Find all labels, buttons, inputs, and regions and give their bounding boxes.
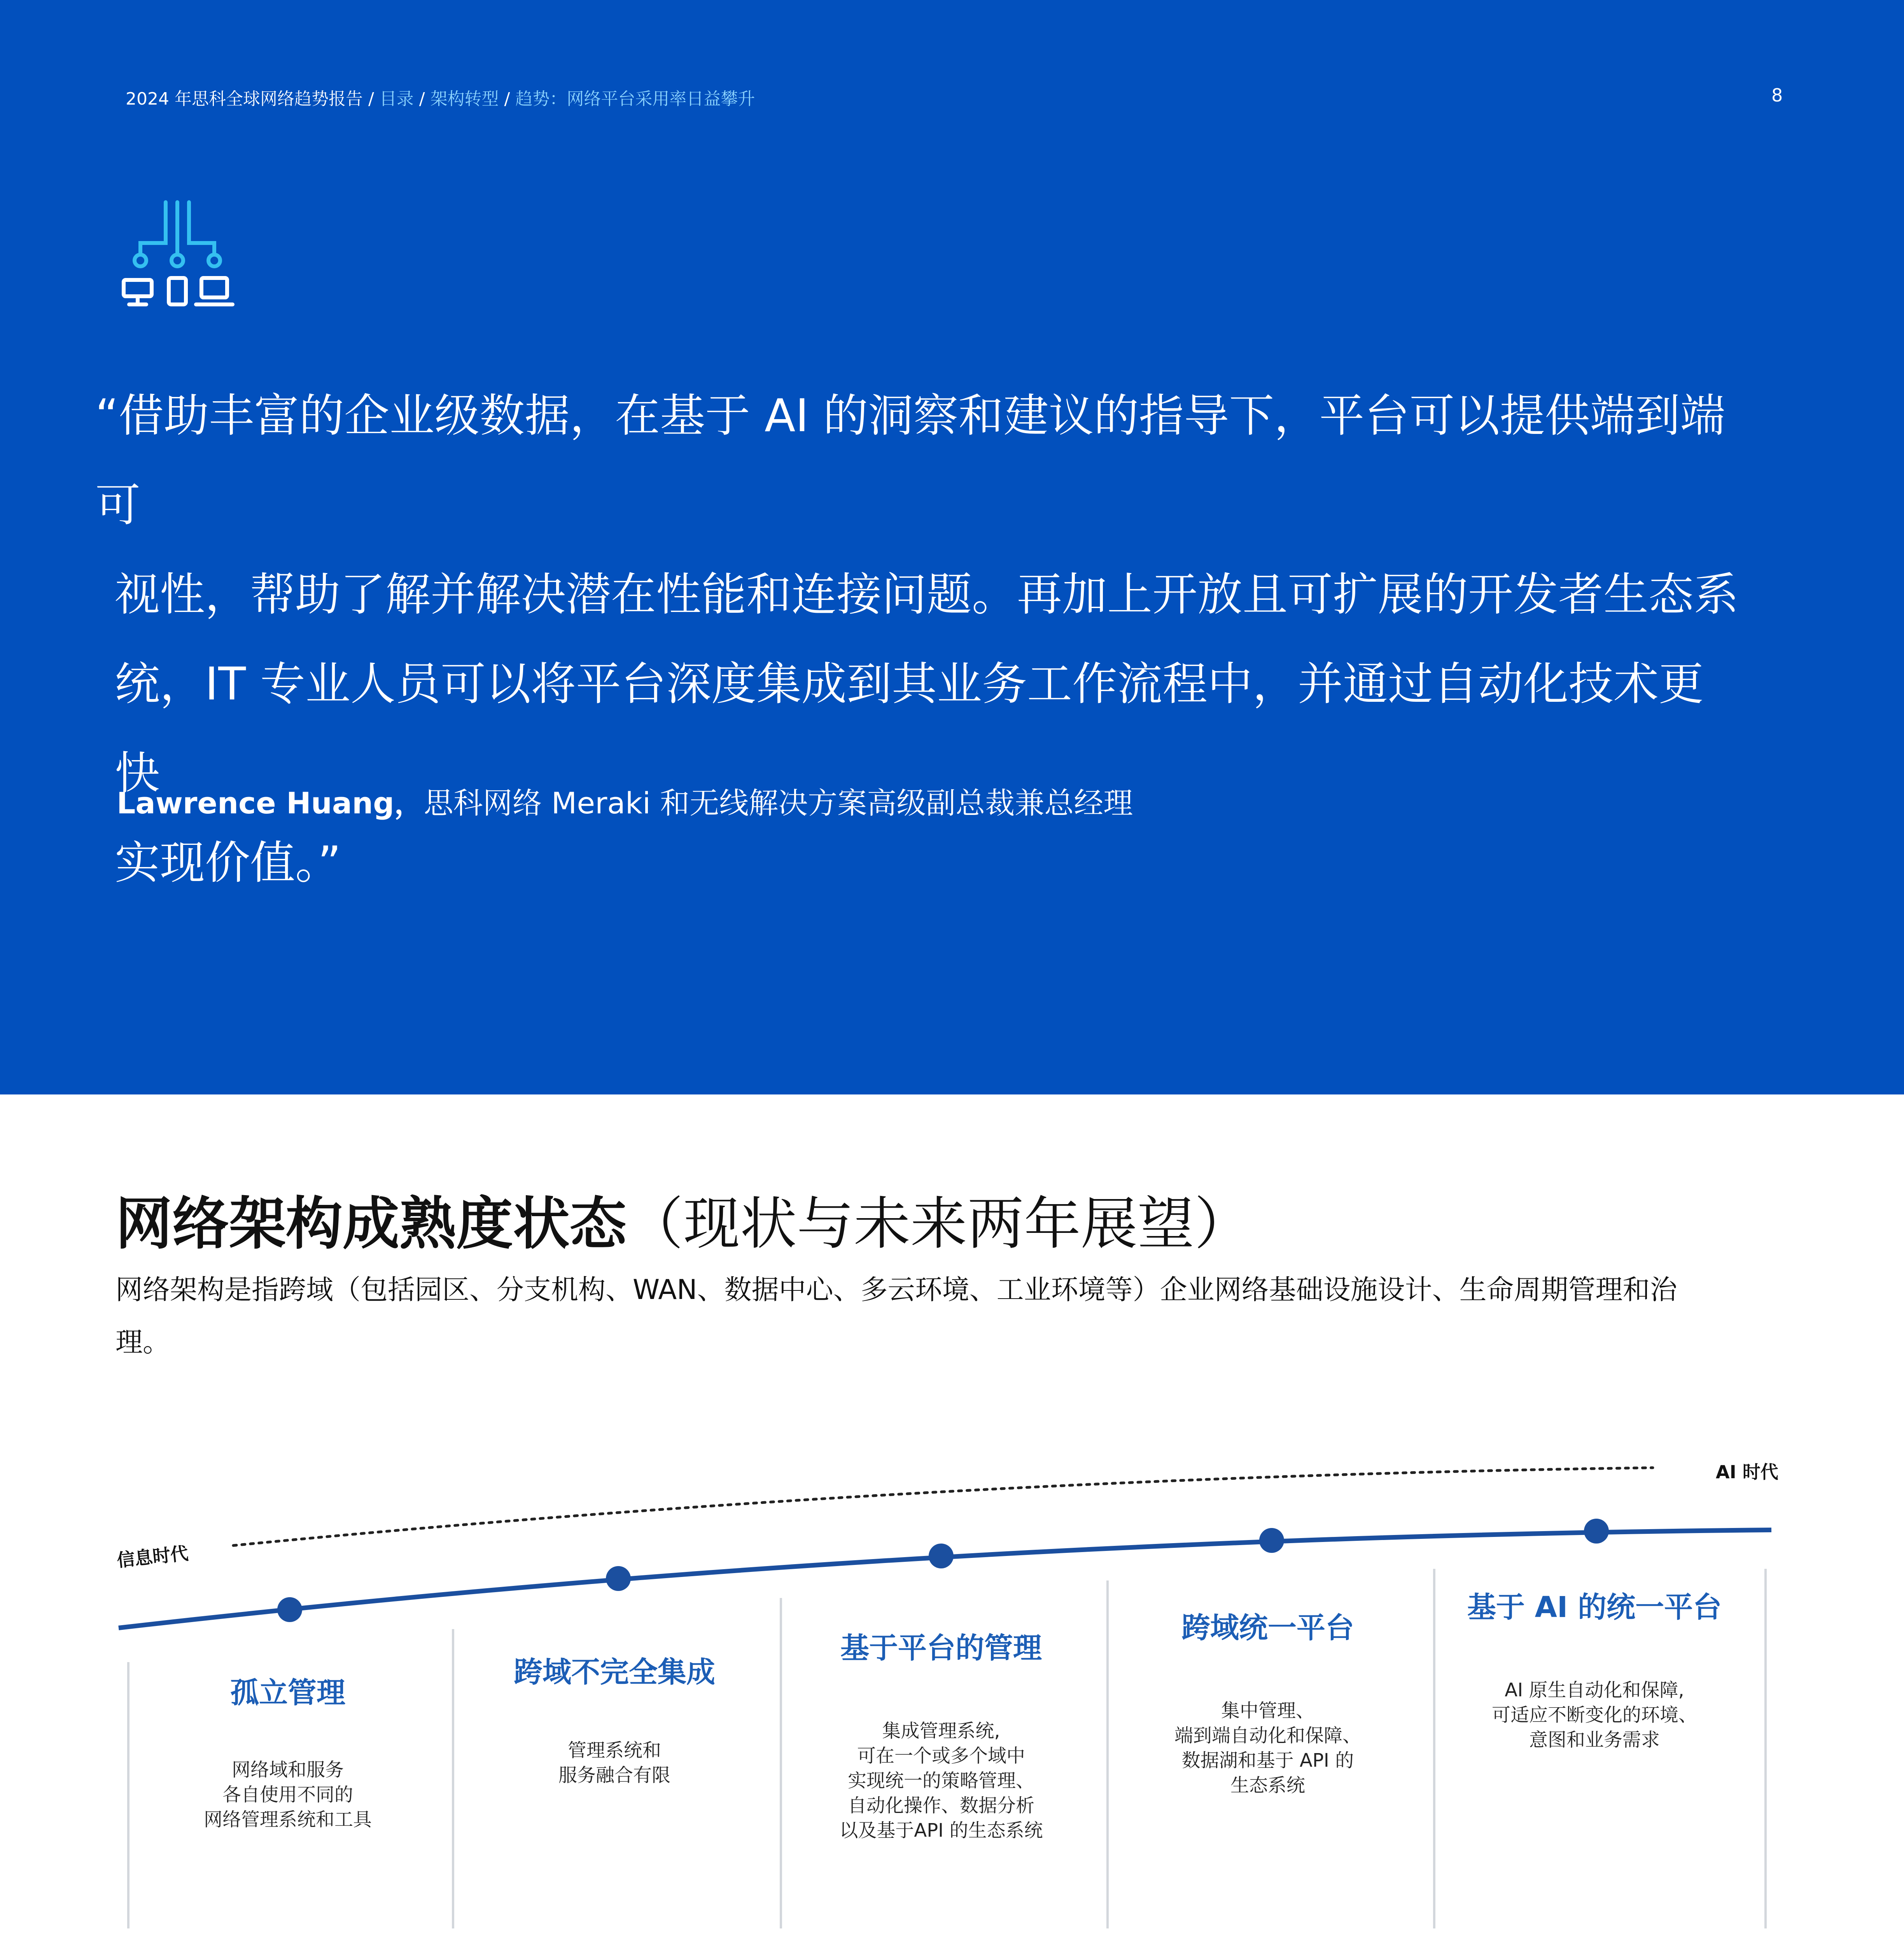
breadcrumb-link-contents[interactable]: 目录 xyxy=(379,89,414,109)
stage-description: 集中管理、 端到端自动化和保障、 数据湖和基于 API 的 生态系统 xyxy=(1174,1700,1361,1796)
stage-node xyxy=(929,1544,954,1568)
breadcrumb-link-architecture[interactable]: 架构转型 xyxy=(430,89,499,109)
quote xyxy=(95,371,1740,908)
breadcrumb-link-trend[interactable]: 趋势：网络平台采用率日益攀升 xyxy=(515,89,755,109)
report-title: 2024 年思科全球网络趋势报告 xyxy=(126,89,363,109)
stage-description: 集成管理系统, 可在一个或多个域中 实现统一的策略管理、 自动化操作、数据分析 以及基于API 的生态系统 xyxy=(839,1720,1043,1841)
quote-line: 视性，帮助了解并解决潜在性能和连接问题。再加上开放且可扩展的开发者生态系 xyxy=(115,568,1739,621)
stage-description: 网络域和服务 各自使用不同的 网络管理系统和工具 xyxy=(203,1759,372,1830)
stage-node xyxy=(277,1597,302,1622)
stage-title: 基于平台的管理 xyxy=(840,1631,1042,1665)
quote-attribution xyxy=(117,780,1133,822)
attribution-title: 思科网络 Meraki 和无线解决方案高级副总裁兼总经理 xyxy=(424,786,1133,820)
stage-title: 跨域统一平台 xyxy=(1181,1611,1354,1645)
stage-description: AI 原生自动化和保障, 可适应不断变化的环境、 意图和业务需求 xyxy=(1491,1679,1697,1751)
page-number: 8 xyxy=(1771,85,1783,106)
stage-description: 管理系统和 服务融合有限 xyxy=(558,1739,670,1786)
stage-title: 孤立管理 xyxy=(230,1676,345,1710)
stage-title: 跨域不完全集成 xyxy=(514,1656,715,1689)
breadcrumb: 2024 年思科全球网络趋势报告 / 目录 / 架构转型 / 趋势：网络平台采用率日益攀升 xyxy=(126,89,755,109)
network-topology-icon xyxy=(119,200,236,309)
stage-title: 基于 AI 的统一平台 xyxy=(1467,1591,1722,1624)
stage-node xyxy=(1584,1519,1609,1544)
quote-line: “借助丰富的企业级数据，在基于 AI 的洞察和建议的指导下，平台可以提供端到端可 xyxy=(95,390,1726,531)
attribution-name: Lawrence Huang， xyxy=(117,786,424,820)
stage-node xyxy=(1259,1528,1284,1553)
stage-node xyxy=(606,1566,631,1591)
quote-line: 统，IT 专业人员可以将平台深度集成到其业务工作流程中，并通过自动化技术更快 xyxy=(115,658,1704,800)
era-label-start: 信息时代 xyxy=(116,1542,189,1571)
era-label-end: AI 时代 xyxy=(1716,1461,1778,1482)
section-description: 网络架构是指跨域（包括园区、分支机构、WAN、数据中心、多云环境、工业环境等）企业网络基础设施设计、生命周期管理和治理。 xyxy=(116,1274,1677,1358)
maturity-diagram xyxy=(0,1419,1904,1936)
quote-line: 实现价值。” xyxy=(115,837,341,889)
section-title: 网络架构成熟度状态（现状与未来两年展望） xyxy=(116,1191,1251,1257)
